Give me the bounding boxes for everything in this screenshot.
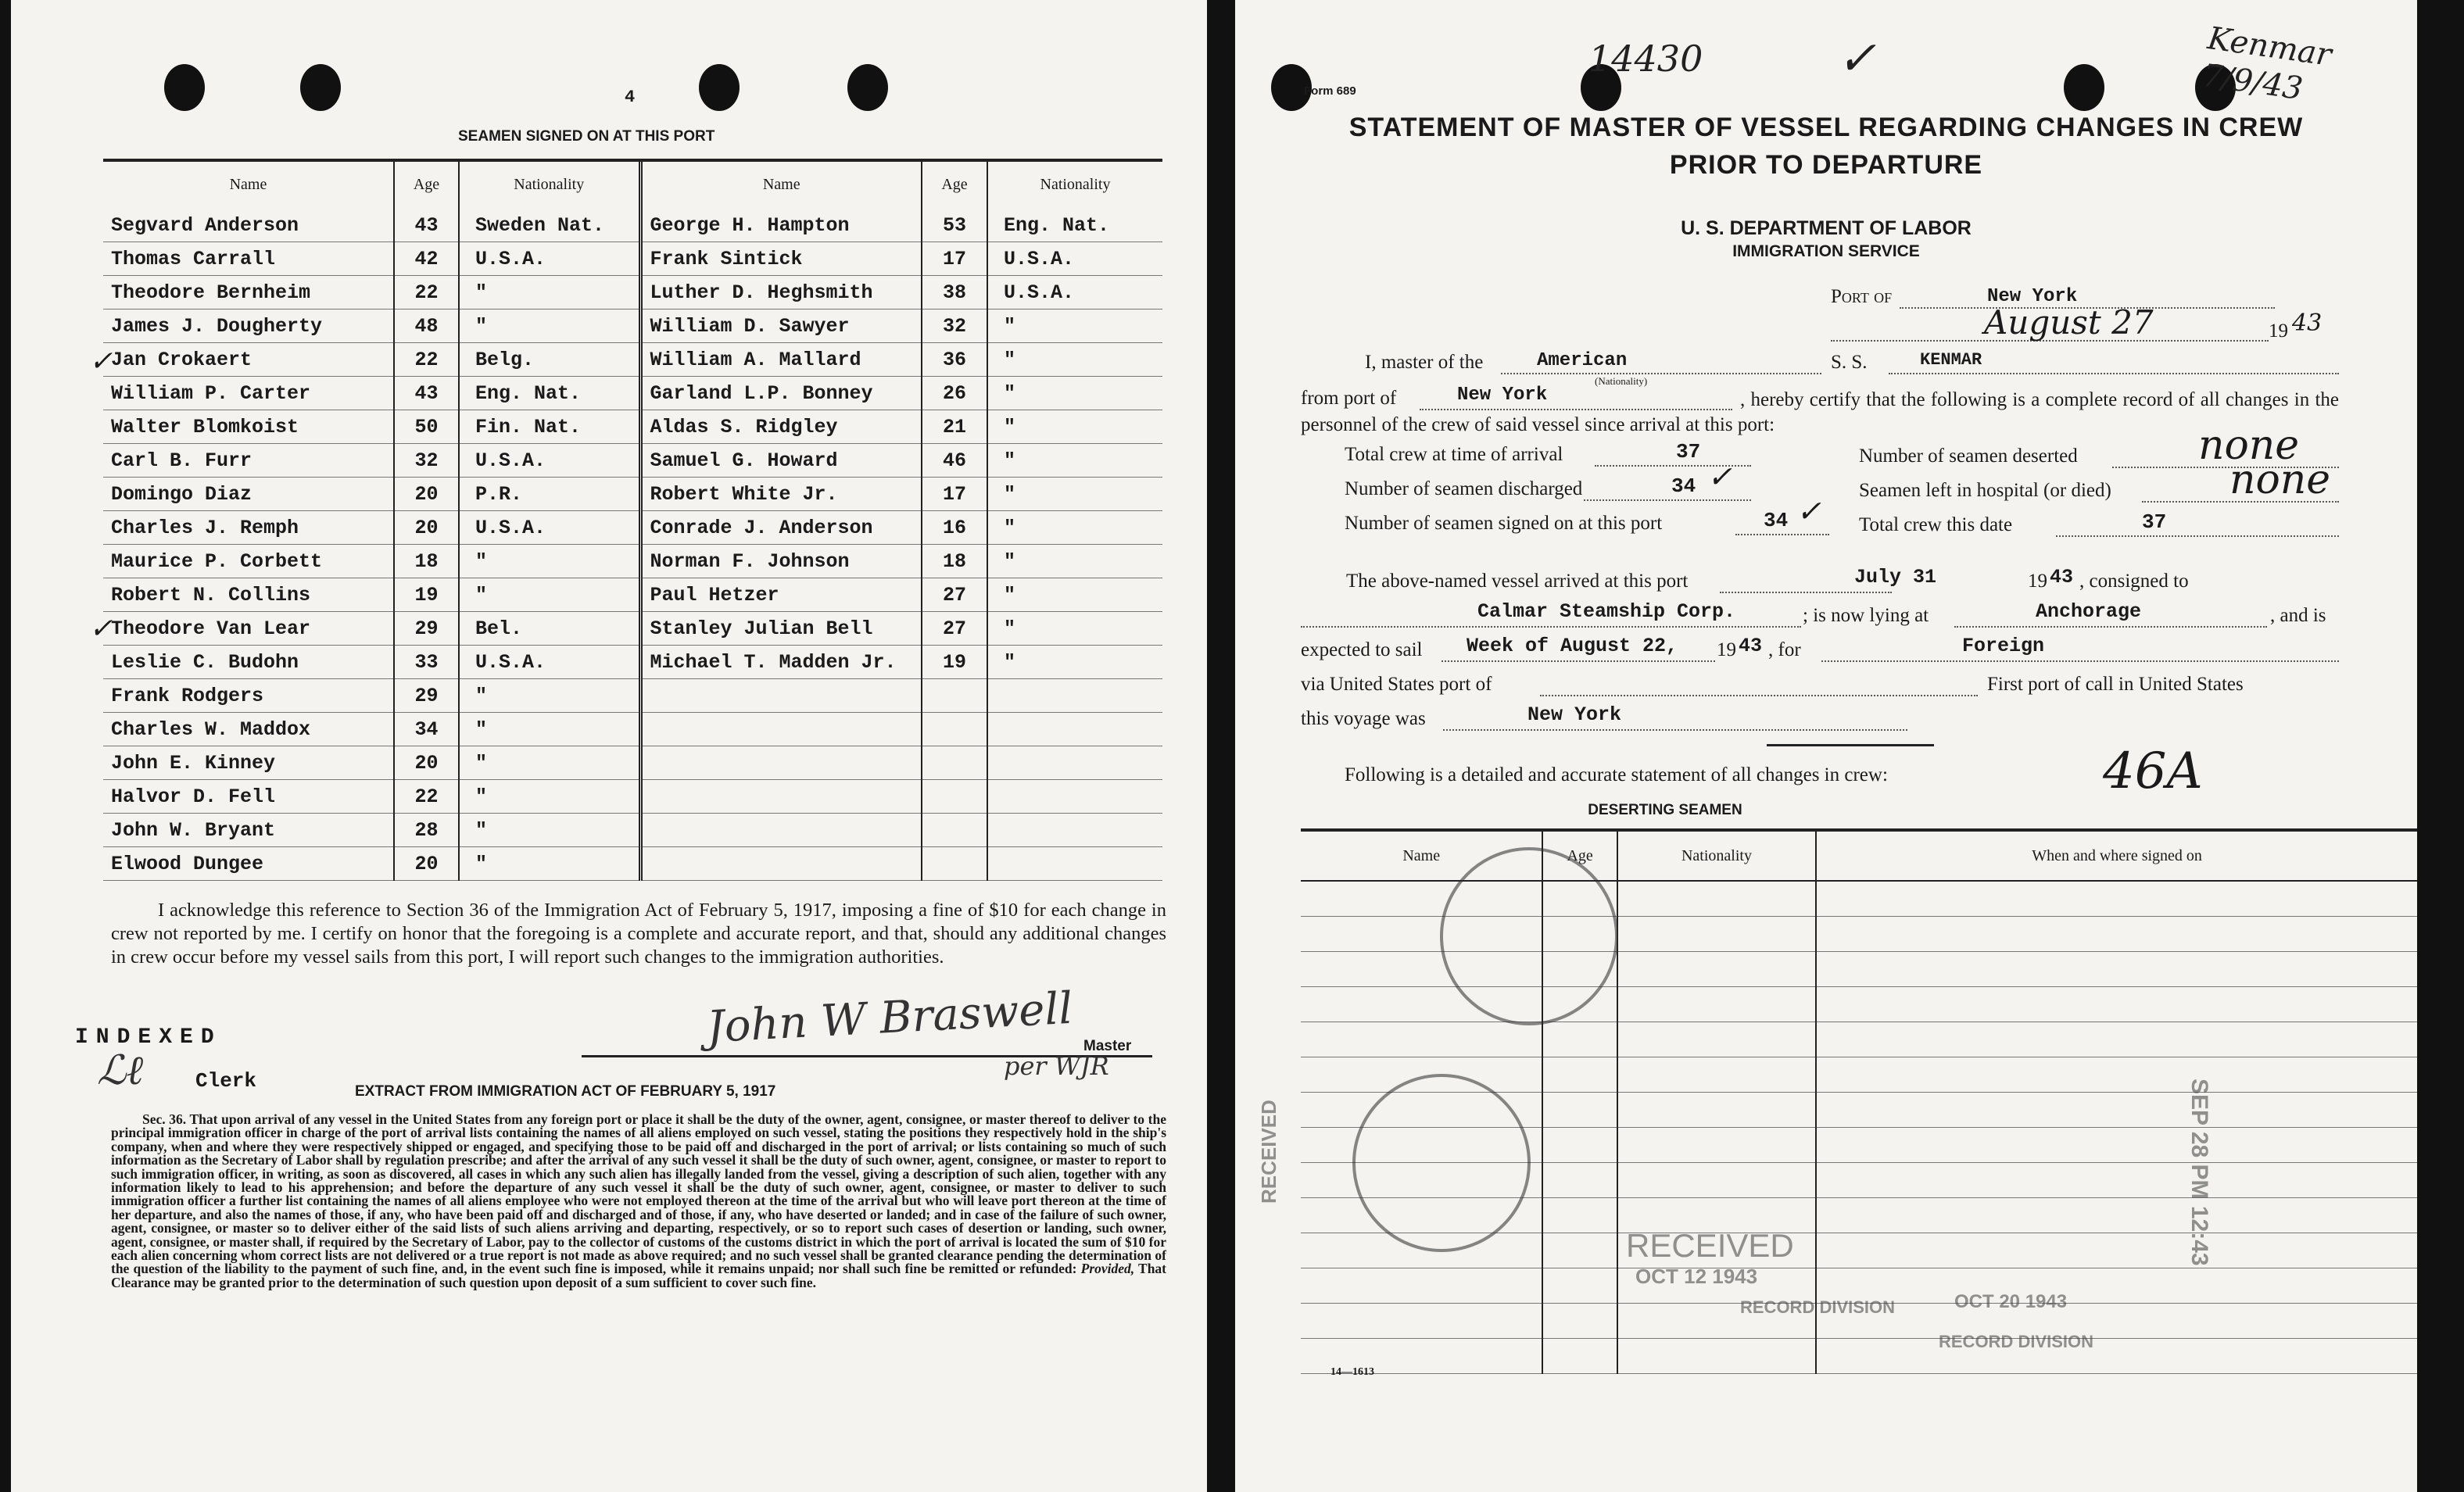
expected-label: expected to sail bbox=[1301, 639, 1423, 660]
crew-nationality: " bbox=[459, 713, 640, 746]
service-name: IMMIGRATION SERVICE bbox=[1732, 242, 1920, 260]
crew-age: 16 bbox=[922, 511, 987, 545]
crew-nationality: " bbox=[987, 545, 1162, 578]
crew-nationality: Belg. bbox=[459, 343, 640, 377]
crew-name bbox=[640, 814, 922, 847]
empty-cell bbox=[1816, 1304, 2417, 1339]
form-code: 14—1613 bbox=[1330, 1366, 1374, 1378]
crew-age: 22 bbox=[394, 343, 459, 377]
crew-name: Samuel G. Howard bbox=[640, 444, 922, 478]
crew-name: Jan Crokaert bbox=[103, 343, 394, 377]
empty-cell bbox=[1816, 1128, 2417, 1163]
dotted-line bbox=[1735, 534, 1829, 535]
crew-nationality: " bbox=[459, 814, 640, 847]
column-header-age: Age bbox=[394, 160, 459, 209]
crew-name: Garland L.P. Bonney bbox=[640, 377, 922, 410]
crew-nationality: " bbox=[987, 578, 1162, 612]
received-date-stamp: OCT 12 1943 bbox=[1635, 1265, 1758, 1288]
crew-name: Maurice P. Corbett bbox=[103, 545, 394, 578]
vessel-nationality: American bbox=[1537, 350, 1628, 371]
table-row bbox=[103, 746, 1162, 780]
check-mark: ✓ bbox=[89, 613, 113, 645]
crew-age: 53 bbox=[922, 209, 987, 242]
signed-on-value: 34 bbox=[1764, 509, 1789, 532]
arrived-label: The above-named vessel arrived at this port bbox=[1346, 571, 1689, 592]
empty-cell bbox=[1617, 1022, 1816, 1057]
crew-age: 17 bbox=[922, 478, 987, 511]
empty-cell bbox=[1542, 1128, 1617, 1163]
year-value: 43 bbox=[2292, 309, 2323, 337]
crew-age bbox=[922, 713, 987, 746]
empty-cell bbox=[1816, 1022, 2417, 1057]
column-header-name: Name bbox=[640, 160, 922, 209]
crew-name: Luther D. Heghsmith bbox=[640, 276, 922, 309]
empty-cell bbox=[1301, 1304, 1542, 1339]
crew-name: William A. Mallard bbox=[640, 343, 922, 377]
crew-nationality: " bbox=[987, 444, 1162, 478]
nationality-caption: (Nationality) bbox=[1595, 375, 1648, 387]
crew-age bbox=[922, 847, 987, 881]
crew-name: Robert N. Collins bbox=[103, 578, 394, 612]
crew-nationality: Eng. Nat. bbox=[459, 377, 640, 410]
empty-cell bbox=[1542, 1163, 1617, 1198]
empty-cell bbox=[1542, 1339, 1617, 1374]
crew-name: Thomas Carrall bbox=[103, 242, 394, 276]
crew-nationality: " bbox=[459, 545, 640, 578]
table-row bbox=[103, 444, 1162, 478]
voyage-value: New York bbox=[1527, 703, 1622, 726]
arrived-year: 43 bbox=[2050, 566, 2074, 589]
column-header-nationality: Nationality bbox=[459, 160, 640, 209]
empty-cell bbox=[1816, 1339, 2417, 1374]
table-row bbox=[103, 780, 1162, 814]
indexed-stamp: INDEXED bbox=[75, 1025, 222, 1050]
empty-cell bbox=[1542, 1198, 1617, 1233]
empty-cell bbox=[1542, 1233, 1617, 1268]
crew-age bbox=[922, 679, 987, 713]
sep-date-stamp: SEP 28 PM 12:43 bbox=[2186, 1079, 2212, 1266]
crew-nationality: Sweden Nat. bbox=[459, 209, 640, 242]
crew-age: 43 bbox=[394, 377, 459, 410]
nationality-dotted-line bbox=[1501, 373, 1821, 374]
column-header-name: Name bbox=[229, 175, 267, 193]
crew-age bbox=[922, 814, 987, 847]
dotted-line bbox=[2056, 535, 2339, 537]
dotted-line bbox=[1301, 626, 1801, 628]
expected-value: Week of August 22, bbox=[1467, 635, 1678, 657]
immigration-service-seal-stamp bbox=[1440, 847, 1618, 1025]
table-row bbox=[103, 209, 1162, 242]
handwritten-code: 46A bbox=[2103, 742, 2203, 800]
department-name: U. S. DEPARTMENT OF LABOR bbox=[1681, 217, 1972, 239]
punch-hole bbox=[164, 64, 205, 111]
form-number: Form 689 bbox=[1304, 84, 1356, 98]
check-mark: ✓ bbox=[1707, 460, 1732, 494]
crew-nationality: U.S.A. bbox=[459, 444, 640, 478]
table-row bbox=[103, 679, 1162, 713]
crew-age: 22 bbox=[394, 276, 459, 309]
crew-age: 20 bbox=[394, 511, 459, 545]
crew-age: 19 bbox=[922, 646, 987, 679]
crew-name: Norman F. Johnson bbox=[640, 545, 922, 578]
record-division-stamp: RECORD DIVISION bbox=[1740, 1297, 1896, 1317]
table-row bbox=[103, 814, 1162, 847]
crew-name: Robert White Jr. bbox=[640, 478, 922, 511]
following-text: Following is a detailed and accurate statement of all changes in crew: bbox=[1345, 764, 1888, 785]
for-value: Foreign bbox=[1962, 635, 2045, 657]
empty-cell bbox=[1816, 917, 2417, 952]
signed-on-label: Number of seamen signed on at this port bbox=[1345, 513, 1663, 534]
crew-nationality: Fin. Nat. bbox=[459, 410, 640, 444]
file-number: 14430 bbox=[1588, 38, 1703, 80]
crew-age: 18 bbox=[922, 545, 987, 578]
consigned-label: , consigned to bbox=[2079, 571, 2189, 592]
consignee-value: Calmar Steamship Corp. bbox=[1477, 600, 1736, 623]
empty-cell bbox=[1542, 1022, 1617, 1057]
dotted-line bbox=[1443, 729, 1907, 731]
port-value: New York bbox=[1987, 286, 2078, 307]
from-port-value: New York bbox=[1457, 385, 1548, 406]
short-rule bbox=[1767, 744, 1934, 746]
crew-name: John W. Bryant bbox=[103, 814, 394, 847]
punch-hole bbox=[300, 64, 341, 111]
received-stamp-rotated: RECEIVED bbox=[1257, 1100, 1280, 1204]
extract-paragraph bbox=[111, 1113, 1166, 1290]
crew-age: 34 bbox=[394, 713, 459, 746]
crew-nationality: " bbox=[987, 478, 1162, 511]
crew-age: 17 bbox=[922, 242, 987, 276]
corner-handwritten-note: Kenmar 7/9/43 bbox=[2200, 20, 2334, 108]
crew-name: John E. Kinney bbox=[103, 746, 394, 780]
deserting-title: DESERTING SEAMEN bbox=[1588, 802, 1742, 818]
crew-name: Aldas S. Ridgley bbox=[640, 410, 922, 444]
crew-nationality bbox=[987, 713, 1162, 746]
empty-cell bbox=[1816, 881, 2417, 917]
acknowledgement-text: I acknowledge this reference to Section 36 of the Immigration Act of February 5, 1917, imposing a fine of $10 for each change in crew not reported by me. I certify on honor that the foregoing is a complete and accurate report, and that, should any additional changes in crew occur before my vessel sails from this port, I will report such changes to the immigration authorities. bbox=[111, 900, 1166, 968]
form-title-line1: STATEMENT OF MASTER OF VESSEL REGARDING CHANGES IN CREW bbox=[1348, 113, 2304, 142]
crew-name: William P. Carter bbox=[103, 377, 394, 410]
crew-name: Domingo Diaz bbox=[103, 478, 394, 511]
crew-nationality: " bbox=[987, 343, 1162, 377]
empty-cell bbox=[1542, 1268, 1617, 1304]
crew-name: William D. Sawyer bbox=[640, 309, 922, 343]
crew-name: Theodore Van Lear bbox=[103, 612, 394, 646]
crew-name bbox=[640, 780, 922, 814]
crew-name: Halvor D. Fell bbox=[103, 780, 394, 814]
and-is-label: , and is bbox=[2270, 605, 2326, 626]
received-date-stamp: OCT 20 1943 bbox=[1954, 1291, 2068, 1312]
column-header-name: Name bbox=[1301, 830, 1542, 881]
port-label: Port of bbox=[1831, 286, 1893, 307]
table-header-row bbox=[103, 160, 1162, 209]
table-row bbox=[1301, 1339, 2417, 1374]
arrived-value: July 31 bbox=[1854, 566, 1937, 589]
table-row bbox=[103, 847, 1162, 881]
discharged-label: Number of seamen discharged bbox=[1345, 478, 1583, 499]
ss-label: S. S. bbox=[1831, 352, 1868, 373]
crew-nationality: " bbox=[459, 780, 640, 814]
crew-name bbox=[640, 847, 922, 881]
crew-age: 32 bbox=[394, 444, 459, 478]
date-value: August 27 bbox=[1984, 303, 2154, 342]
voyage-label: this voyage was bbox=[1301, 708, 1426, 729]
crew-age: 50 bbox=[394, 410, 459, 444]
empty-cell bbox=[1816, 1057, 2417, 1093]
left-page bbox=[11, 0, 1207, 1492]
crew-name: Frank Rodgers bbox=[103, 679, 394, 713]
table-row bbox=[103, 410, 1162, 444]
crew-nationality bbox=[987, 780, 1162, 814]
total-today-value: 37 bbox=[2142, 510, 2167, 534]
crew-name: Stanley Julian Bell bbox=[640, 612, 922, 646]
certify-text: , hereby certify that the following is a complete record of all changes in the personnel of the crew of said vessel since arrival at this port: bbox=[1301, 389, 2339, 435]
crew-nationality: " bbox=[987, 646, 1162, 679]
crew-age: 27 bbox=[922, 612, 987, 646]
crew-name: Frank Sintick bbox=[640, 242, 922, 276]
record-division-stamp: RECORD DIVISION bbox=[1939, 1332, 2094, 1351]
year-prefix: 19 bbox=[2028, 571, 2047, 592]
crew-age bbox=[922, 780, 987, 814]
crew-nationality: " bbox=[987, 511, 1162, 545]
crew-nationality bbox=[987, 847, 1162, 881]
empty-cell bbox=[1301, 1022, 1542, 1057]
crew-nationality: U.S.A. bbox=[459, 242, 640, 276]
empty-cell bbox=[1816, 987, 2417, 1022]
punch-hole bbox=[2064, 64, 2104, 111]
crew-nationality: U.S.A. bbox=[459, 646, 640, 679]
crew-age: 29 bbox=[394, 679, 459, 713]
empty-cell bbox=[1617, 1339, 1816, 1374]
form-title-line2: PRIOR TO DEPARTURE bbox=[1669, 150, 1983, 180]
column-header-nationality: Nationality bbox=[1617, 830, 1816, 881]
empty-cell bbox=[1617, 987, 1816, 1022]
crew-name: Leslie C. Budohn bbox=[103, 646, 394, 679]
crew-age: 32 bbox=[922, 309, 987, 343]
crew-age: 22 bbox=[394, 780, 459, 814]
discharged-value: 34 bbox=[1671, 474, 1696, 498]
year-prefix: 19 bbox=[2269, 320, 2288, 342]
crew-name: Walter Blomkoist bbox=[103, 410, 394, 444]
provided-text: That Clearance may be granted prior to the determination of such question upon deposit of a sum sufficient to cover such fine. bbox=[111, 1261, 1167, 1290]
total-arrival-label: Total crew at time of arrival bbox=[1345, 444, 1563, 465]
dotted-line bbox=[1540, 695, 1978, 696]
crew-nationality bbox=[987, 679, 1162, 713]
table-row bbox=[103, 276, 1162, 309]
column-header-age: Age bbox=[922, 160, 987, 209]
crew-nationality bbox=[987, 814, 1162, 847]
crew-age: 48 bbox=[394, 309, 459, 343]
dotted-line bbox=[1720, 592, 1892, 593]
deserted-value: none bbox=[2198, 422, 2300, 469]
crew-name: Charles W. Maddox bbox=[103, 713, 394, 746]
crew-name: Carl B. Furr bbox=[103, 444, 394, 478]
crew-age: 27 bbox=[922, 578, 987, 612]
dotted-line bbox=[1442, 660, 1715, 662]
table-row bbox=[1301, 1022, 2417, 1057]
empty-cell bbox=[1617, 1093, 1816, 1128]
crew-name: Segvard Anderson bbox=[103, 209, 394, 242]
clerk-initials: ℒℓ bbox=[97, 1047, 144, 1094]
crew-name: Elwood Dungee bbox=[103, 847, 394, 881]
empty-cell bbox=[1617, 917, 1816, 952]
crew-name: James J. Dougherty bbox=[103, 309, 394, 343]
empty-cell bbox=[1617, 952, 1816, 987]
crew-age: 46 bbox=[922, 444, 987, 478]
check-mark: ✓ bbox=[1796, 494, 1821, 528]
crew-name bbox=[640, 746, 922, 780]
total-arrival-value: 37 bbox=[1676, 440, 1701, 463]
via-label: via United States port of bbox=[1301, 674, 1492, 695]
crew-nationality: Eng. Nat. bbox=[987, 209, 1162, 242]
crew-nationality: " bbox=[987, 410, 1162, 444]
empty-cell bbox=[1816, 1093, 2417, 1128]
deserted-label: Number of seamen deserted bbox=[1859, 445, 2078, 467]
empty-cell bbox=[1617, 1128, 1816, 1163]
crew-age: 29 bbox=[394, 612, 459, 646]
extract-body: That upon arrival of any vessel in the United States from any foreign port or place it shall be the duty of the owner, agent, consignee, or master thereof to deliver to the principal immigration officer in charge of the port of arrival lists containing the names of all aliens employed on such vessel, stating the positions they respectively hold in the ship's company, when and where they were respectively shipped or engaged, and specifying those to be paid off and discharged in the port of arrival; or lists containing so much of such information as the Secretary of Labor shall by regulation prescribe; and after the arrival of any such vessel it shall be the duty of such owner, agent, consignee, or master to report to such immigration officer, in writing, as soon as discovered, all cases in which any such alien has illegally landed from the vessel, giving a description of such alien, together with any information likely to lead to his apprehension; and before the departure of any such vessel it shall be the duty of such owner, agent, consignee, or master to deliver to such immigration officer a further list containing the names of all aliens employee who were not employed thereon at the time of the arrival but who will leave port thereon at the time of her departure, and also the names of those, if any, who have been paid off and discharged and of those, if any, who have deserted or landed; and in case of the failure of such owner, agent, consignee, or master so to deliver either of the said lists of such aliens arriving and departing, respectively, or so to report such cases of desertion or landing, such owner, agent, consignee, or master shall, if required by the Secretary of Labor, pay to the collector of customs of the customs district in which the port of arrival is located the sum of $10 for each alien concerning whom correct lists are not delivered or a true report is not made as above required; and no such vessel shall be granted clearance pending the determination of the question of the liability to the payment of such fine, and, in the event such fine is imposed, while it remains unpaid; nor shall such fine be remitted or refunded: bbox=[111, 1111, 1166, 1277]
crew-name bbox=[640, 713, 922, 746]
empty-cell bbox=[1617, 1163, 1816, 1198]
table-row bbox=[103, 646, 1162, 679]
table-row bbox=[103, 612, 1162, 646]
crew-age bbox=[922, 746, 987, 780]
per-initials: per WJR bbox=[1004, 1051, 1109, 1081]
crew-name: George H. Hampton bbox=[640, 209, 922, 242]
immigration-service-seal-stamp bbox=[1352, 1074, 1531, 1252]
punch-hole bbox=[699, 64, 740, 111]
crew-age: 33 bbox=[394, 646, 459, 679]
crew-age: 18 bbox=[394, 545, 459, 578]
crew-age: 20 bbox=[394, 847, 459, 881]
crew-nationality: " bbox=[459, 276, 640, 309]
crew-age: 20 bbox=[394, 746, 459, 780]
crew-name: Michael T. Madden Jr. bbox=[640, 646, 922, 679]
first-port-label: First port of call in United States bbox=[1987, 674, 2244, 695]
empty-cell bbox=[1542, 1057, 1617, 1093]
table-row bbox=[103, 511, 1162, 545]
crew-name: Conrade J. Anderson bbox=[640, 511, 922, 545]
lying-value: Anchorage bbox=[2036, 600, 2142, 623]
crew-age: 28 bbox=[394, 814, 459, 847]
crew-age: 26 bbox=[922, 377, 987, 410]
empty-cell bbox=[1542, 1304, 1617, 1339]
provided-label: Provided, bbox=[1080, 1261, 1135, 1277]
crew-nationality: Bel. bbox=[459, 612, 640, 646]
crew-nationality: U.S.A. bbox=[459, 511, 640, 545]
crew-nationality: " bbox=[459, 309, 640, 343]
table-row bbox=[103, 578, 1162, 612]
table-row bbox=[103, 343, 1162, 377]
crew-age: 19 bbox=[394, 578, 459, 612]
crew-name: Charles J. Remph bbox=[103, 511, 394, 545]
extract-title: EXTRACT FROM IMMIGRATION ACT OF FEBRUARY 5, 1917 bbox=[355, 1083, 776, 1100]
empty-cell bbox=[1301, 1268, 1542, 1304]
hospital-value: none bbox=[2229, 456, 2331, 503]
hospital-label: Seamen left in hospital (or died) bbox=[1859, 480, 2111, 501]
crew-nationality: " bbox=[459, 679, 640, 713]
from-port-label: from port of bbox=[1301, 388, 1397, 409]
empty-cell bbox=[1816, 1233, 2417, 1268]
right-page bbox=[1235, 0, 2417, 1492]
table-row bbox=[103, 377, 1162, 410]
table-row bbox=[103, 545, 1162, 578]
total-today-label: Total crew this date bbox=[1859, 514, 2013, 535]
ss-dotted-line bbox=[1889, 373, 2339, 374]
empty-cell bbox=[1816, 1268, 2417, 1304]
crew-nationality: " bbox=[987, 612, 1162, 646]
crew-name bbox=[640, 679, 922, 713]
table-row bbox=[103, 309, 1162, 343]
crew-age: 42 bbox=[394, 242, 459, 276]
empty-cell bbox=[1617, 881, 1816, 917]
master-of-label: I, master of the bbox=[1365, 352, 1484, 373]
vessel-name: KENMAR bbox=[1920, 350, 1982, 370]
crew-age: 36 bbox=[922, 343, 987, 377]
empty-cell bbox=[1816, 1163, 2417, 1198]
empty-cell bbox=[1816, 952, 2417, 987]
crew-nationality: P.R. bbox=[459, 478, 640, 511]
dotted-line bbox=[1954, 626, 2267, 628]
empty-cell bbox=[1542, 1093, 1617, 1128]
section-title: SEAMEN SIGNED ON AT THIS PORT bbox=[458, 128, 715, 145]
crew-nationality: U.S.A. bbox=[987, 276, 1162, 309]
lying-label: ; is now lying at bbox=[1803, 605, 1929, 626]
crew-nationality: " bbox=[987, 377, 1162, 410]
dotted-line bbox=[1584, 499, 1751, 501]
year-prefix: 19 bbox=[1717, 639, 1736, 660]
column-header-when-where: When and where signed on bbox=[1816, 830, 2417, 881]
crew-age: 38 bbox=[922, 276, 987, 309]
empty-cell bbox=[1816, 1198, 2417, 1233]
crew-name: Theodore Bernheim bbox=[103, 276, 394, 309]
check-mark: ✓ bbox=[1837, 31, 1877, 86]
page-number: 4 bbox=[625, 88, 636, 107]
check-mark: ✓ bbox=[89, 345, 113, 377]
crew-age: 43 bbox=[394, 209, 459, 242]
for-label: , for bbox=[1768, 639, 1801, 660]
column-header-nationality: Nationality bbox=[987, 160, 1162, 209]
clerk-label: Clerk bbox=[195, 1069, 257, 1093]
empty-cell bbox=[1617, 1057, 1816, 1093]
crew-nationality bbox=[987, 746, 1162, 780]
crew-nationality: " bbox=[987, 309, 1162, 343]
received-stamp: RECEIVED bbox=[1626, 1227, 1794, 1264]
crew-nationality: " bbox=[459, 746, 640, 780]
table-row bbox=[103, 242, 1162, 276]
section-label: Sec. 36. bbox=[142, 1111, 187, 1127]
master-label: Master bbox=[1083, 1038, 1132, 1054]
crew-age: 20 bbox=[394, 478, 459, 511]
crew-nationality: " bbox=[459, 578, 640, 612]
crew-age: 21 bbox=[922, 410, 987, 444]
crew-name: Paul Hetzer bbox=[640, 578, 922, 612]
table-row bbox=[103, 713, 1162, 746]
expected-year: 43 bbox=[1739, 635, 1763, 657]
crew-signed-on-table bbox=[103, 160, 1162, 881]
crew-nationality: U.S.A. bbox=[987, 242, 1162, 276]
master-signature: John W Braswell bbox=[705, 982, 1074, 1054]
dotted-line bbox=[1821, 660, 2339, 662]
column-header-age: Age bbox=[1542, 830, 1617, 881]
punch-hole bbox=[847, 64, 888, 111]
table-row bbox=[103, 478, 1162, 511]
crew-nationality: " bbox=[459, 847, 640, 881]
